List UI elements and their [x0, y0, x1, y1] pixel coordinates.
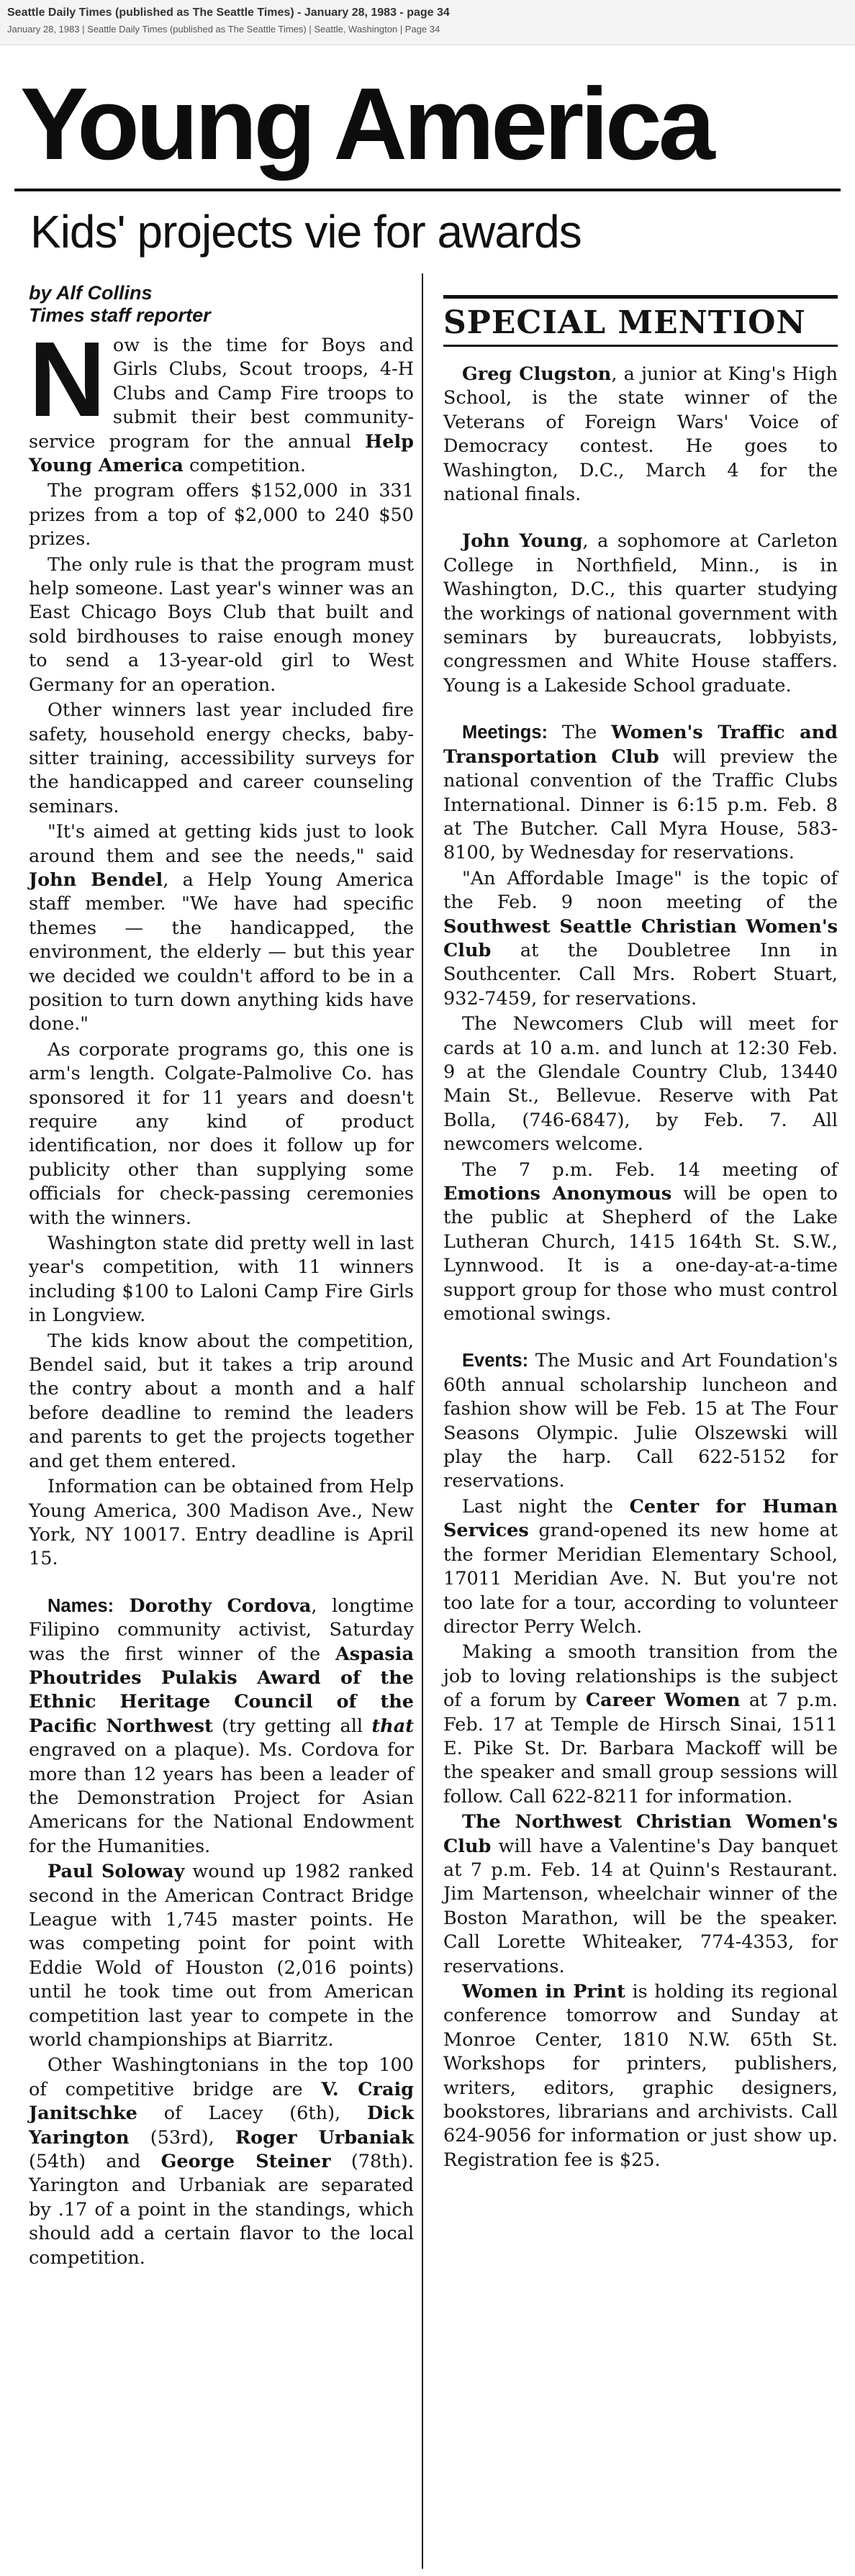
- paragraph: [29, 820, 414, 1037]
- text: , a junior at King's High School, is the state winner of the Veterans of Foreign Wars' Voice of Democracy contest. He goes to Washington, D.C., March 4 for the national finals.: [443, 363, 838, 506]
- text: will be open to the public at Shepherd of the Lake Lutheran Church, 1415 164th St. S.W., Lynnwood. It is a one-day-at-a-time support group for those who must control emotional swings.: [443, 1183, 838, 1325]
- text: , a sophomore at Carleton College in Northfield, Minn., is in Washington, D.C., this quarter studying the workings of national government with seminars by bureaucrats, lobbyists, congressmen and White House staffers. Young is a Lakeside School graduate.: [443, 530, 838, 697]
- section-title: SPECIAL MENTION: [443, 304, 806, 341]
- paragraph: The program offers $152,000 in 331 prizes from a top of $2,000 to 240 $50 prizes.: [29, 480, 414, 550]
- org-name: Center for Human Services: [443, 1495, 838, 1542]
- text: , a Help Young America staff member. "We have had specific themes — the handicapped, the environment, the elderly — but this year we decided we couldn't afford to be in a position to turn down anything kids have done.": [29, 869, 414, 1035]
- org-name: The Northwest Christian Women's Club: [443, 1811, 838, 1857]
- headline: Kids' projects vie for awards: [30, 206, 582, 258]
- text: (try getting all: [212, 1715, 372, 1737]
- text: will preview the national convention of the Traffic Clubs International. Dinner is 6:15 p.m. Feb. 8 at The Butcher. Call Myra House, 583-8100, by Wednesday for reservations.: [443, 745, 838, 864]
- text: "It's aimed at getting kids just to look around them and see the needs," said: [29, 821, 414, 867]
- paragraph: As corporate programs go, this one is arm's length. Colgate-Palmolive Co. has sponsored it for 11 years and doesn't require any kind of product identification, nor does it follow up for publicity other than supplying some officials for check-passing ceremonies with the winners.: [29, 1038, 414, 1229]
- paragraph: [29, 2054, 414, 2270]
- paragraph: [443, 867, 838, 1011]
- paragraph: [443, 1810, 838, 1979]
- text: competition.: [183, 455, 306, 477]
- drop-cap: N: [29, 320, 106, 439]
- paragraph: [443, 1158, 838, 1327]
- org-name: Career Women: [585, 1690, 741, 1712]
- text: grand-opened its new home at the former Meridian Elementary School, 17011 Meridian Ave. N. But you're not too late for a tour, according to volunteer director Perry Welch.: [443, 1520, 838, 1638]
- newspaper-page: [0, 45, 855, 2576]
- text: (78th). Yarington and Urbaniak are separated by .17 of a point in the standings, which should add a certain flavor to the local competition.: [29, 2151, 414, 2269]
- paragraph: Washington state did pretty well in last year's competition, with 11 winners including $100 to Laloni Camp Fire Girls in Longview.: [29, 1233, 414, 1327]
- text: The 7 p.m. Feb. 14 meeting of: [462, 1158, 838, 1181]
- person-name: Dick Yarington: [29, 2103, 414, 2149]
- paragraph: [443, 363, 838, 507]
- text: is holding its regional conference tomorrow and Sunday at Monroe Center, 1810 N.W. 65th St. Workshops for printers, publishers, writers, editors, graphic designers, bookstores, librarians and archivists. Call 624-9056 for information or just show up. Registration fee is $25.: [443, 1981, 838, 2171]
- source-subtitle: January 28, 1983 | Seattle Daily Times (published as The Seattle Times) | Seattle, Washington | Page 34: [7, 24, 440, 35]
- person-name: Roger Urbaniak: [235, 2126, 414, 2149]
- right-column: [443, 295, 838, 2172]
- masthead-rule: [14, 189, 841, 191]
- section-lead: Events:: [462, 1351, 529, 1371]
- masthead: Young America: [20, 67, 712, 181]
- paragraph: [443, 1641, 838, 1809]
- paragraph: The kids know about the competition, Bendel said, but it takes a trip around the contry about a month and a half before deadline to remind the leaders and parents to get the projects together and get them entered.: [29, 1330, 414, 1472]
- paragraph: [443, 721, 838, 865]
- paragraph: The only rule is that the program must help someone. Last year's winner was an East Chicago Boys Club that built and sold birdhouses to raise enough money to send a 13-year-old girl to West Germany for an operation.: [29, 553, 414, 696]
- left-column: [29, 282, 414, 2270]
- column-divider: [422, 273, 423, 2569]
- award-name: Aspasia Phoutrides Pulakis Award of the Ethnic Heritage Council of the Pacific Northwest: [29, 1643, 414, 1737]
- text: engraved on a plaque). Ms. Cordova for more than 12 years has been a leader of the Demonstration Project for Asian Americans for the National Endowment for the Humanities.: [29, 1739, 414, 1857]
- byline: [29, 282, 414, 327]
- section-lead: Meetings:: [462, 722, 548, 743]
- text: wound up 1982 ranked second in the American Contract Bridge League with 1,745 master points. He was competing point for point with Eddie Wold of Houston (2,016 points) until he took time out from American competition last year to compete in the world championships at Biarritz.: [29, 1861, 414, 2051]
- person-name: John Young: [462, 530, 583, 553]
- paragraph: [443, 1980, 838, 2172]
- text: Other Washingtonians in the top 100 of competitive bridge are: [29, 2054, 414, 2100]
- text: of Lacey (6th),: [137, 2103, 367, 2125]
- person-name: Greg Clugston: [462, 363, 612, 385]
- paragraph: Information can be obtained from Help Young America, 300 Madison Ave., New York, NY 10017. Entry deadline is April 15.: [29, 1476, 414, 1570]
- paragraph: The Newcomers Club will meet for cards at 10 a.m. and lunch at 12:30 Feb. 9 at the Glendale Country Club, 13440 Main St., Bellevue. Reserve with Pat Bolla, (746-6847), by Feb. 7. All newcomers welcome.: [443, 1013, 838, 1156]
- person-name: Paul Soloway: [48, 1861, 185, 1883]
- text: The Music and Art Foundation's 60th annual scholarship luncheon and fashion show will be Feb. 15 at The Four Seasons Olympic. Julie Olszewski will play the harp. Call 622-5152 for reservations.: [443, 1350, 838, 1492]
- emphasis: that: [371, 1715, 414, 1737]
- text: ow is the time for Boys and Girls Clubs, Scout troops, 4-H Clubs and Camp Fire troops to submit their best community-service program for the annual: [29, 335, 414, 453]
- section-header-box: [443, 295, 838, 347]
- org-name: Women in Print: [462, 1981, 625, 2003]
- person-name: V. Craig Janitschke: [29, 2078, 414, 2125]
- paragraph: [29, 1595, 414, 1859]
- text: (53rd),: [129, 2126, 235, 2149]
- section-lead: Names:: [48, 1595, 114, 1616]
- paragraph: [29, 1860, 414, 2052]
- person-name: Dorothy Cordova: [114, 1595, 312, 1617]
- text: at 7 p.m. Feb. 17 at Temple de Hirsch Sinai, 1511 E. Pike St. Dr. Barbara Mackoff will be the speaker and small group sessions will follow. Call 622-8211 for information.: [443, 1690, 838, 1808]
- text: The: [548, 722, 612, 744]
- text: at the Doubletree Inn in Southcenter. Call Mrs. Robert Stuart, 932-7459, for reservations.: [443, 939, 838, 1010]
- org-name: Women's Traffic and Transportation Club: [443, 722, 838, 768]
- paragraph: [443, 530, 838, 698]
- source-header: [0, 0, 855, 45]
- text: Making a smooth transition from the job to loving relationships is the subject of a forum by: [443, 1641, 838, 1712]
- text: , longtime Filipino community activist, Saturday was the first winner of the: [29, 1595, 415, 1665]
- source-title: Seattle Daily Times (published as The Seattle Times) - January 28, 1983 - page 34: [7, 6, 450, 19]
- text: Last night the: [462, 1495, 630, 1518]
- person-name: John Bendel: [29, 869, 163, 891]
- paragraph: [443, 1495, 838, 1639]
- org-name: Emotions Anonymous: [443, 1183, 672, 1205]
- paragraph: Other winners last year included fire safety, household energy checks, baby-sitter training, accessibility surveys for the handicapped and career counseling seminars.: [29, 699, 414, 817]
- byline-title: Times staff reporter: [29, 304, 211, 326]
- program-name: Help Young America: [29, 430, 414, 477]
- person-name: George Steiner: [160, 2151, 331, 2173]
- paragraph: [443, 1349, 838, 1493]
- org-name: Southwest Seattle Christian Women's Club: [443, 915, 838, 961]
- byline-name: by Alf Collins: [29, 282, 153, 304]
- text: "An Affordable Image" is the topic of the Feb. 9 noon meeting of the: [443, 867, 838, 914]
- text: will have a Valentine's Day banquet at 7 p.m. Feb. 14 at Quinn's Restaurant. Jim Martenson, wheelchair winner of the Boston Marathon, will be the speaker. Call Lorette Whiteaker, 774-4353, for reservations.: [443, 1835, 838, 1977]
- text: (54th) and: [29, 2151, 161, 2173]
- paragraph: [29, 320, 414, 478]
